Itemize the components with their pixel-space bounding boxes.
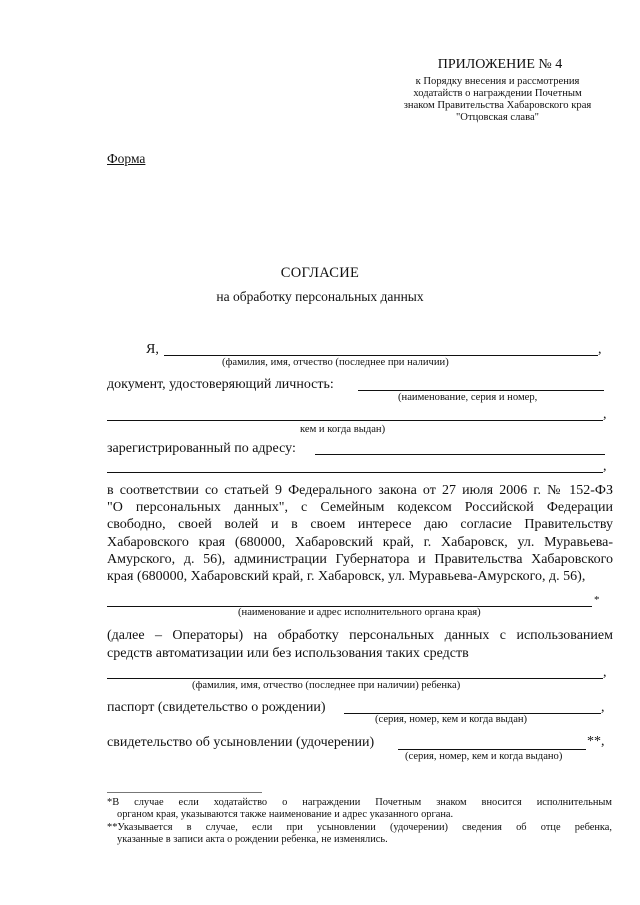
consent-paragraph bbox=[107, 482, 613, 585]
organ-hint: (наименование и адрес исполнительного органа края) bbox=[238, 607, 481, 618]
consent-line: Амурского, д. 56), администрации Губернатора и Правительства Хабаровского bbox=[107, 551, 613, 567]
ya-label: Я, bbox=[146, 342, 159, 357]
appendix-line: к Порядку внесения и рассмотрения bbox=[415, 76, 580, 87]
passport-label: паспорт (свидетельство о рождении) bbox=[107, 700, 326, 715]
doc-field-line-2[interactable] bbox=[107, 420, 603, 421]
addr-field-line-2[interactable] bbox=[107, 472, 603, 473]
fio-field-line[interactable] bbox=[164, 355, 598, 356]
consent-line: в соответствии со статьей 9 Федерального закона от 27 июля 2006 г. № 152-ФЗ bbox=[107, 483, 613, 498]
addr-field-end: , bbox=[603, 459, 607, 474]
footnote-separator bbox=[107, 792, 262, 793]
organ-footnote-mark: * bbox=[594, 594, 600, 606]
fio-hint: (фамилия, имя, отчество (последнее при наличии) bbox=[222, 357, 449, 368]
appendix-line: "Отцовская слава" bbox=[455, 112, 539, 123]
appendix-line: знаком Правительства Хабаровского края bbox=[403, 100, 592, 111]
footnote-line: *В случае если ходатайство о награждении Почетным знаком вносится исполнительным bbox=[107, 797, 612, 808]
child-field-end: , bbox=[603, 665, 607, 680]
passport-field-end: , bbox=[601, 700, 605, 715]
addr-field-line[interactable] bbox=[315, 454, 605, 455]
form-label: Форма bbox=[107, 151, 146, 166]
consent-line: Хабаровского края (680000, Хабаровский край, г. Хабаровск, ул. Муравьева- bbox=[107, 534, 613, 550]
consent-line: края (680000, Хабаровский край, г. Хабаровск, ул. Муравьева-Амурского, д. 56), bbox=[107, 569, 586, 585]
doc-label: документ, удостоверяющий личность: bbox=[107, 377, 334, 392]
footnote-line: **Указывается в случае, если при усыновлении (удочерении) сведения об отце ребенка, bbox=[107, 822, 612, 833]
child-field-line[interactable] bbox=[107, 678, 603, 679]
footnote-two bbox=[107, 822, 612, 845]
doc-hint: (наименование, серия и номер, bbox=[398, 392, 538, 403]
footnote-one bbox=[107, 797, 612, 820]
adoption-label: свидетельство об усыновлении (удочерении) bbox=[107, 735, 375, 750]
adoption-hint: (серия, номер, кем и когда выдано) bbox=[405, 751, 563, 762]
operators-line: средств автоматизации или без использования таких средств bbox=[107, 646, 469, 661]
adoption-footnote-mark: **, bbox=[587, 734, 605, 749]
consent-line: "О персональных данных", с Семейным кодексом Российской Федерации bbox=[107, 500, 613, 516]
operators-line: (далее – Операторы) на обработку персональных данных с использованием bbox=[107, 628, 613, 643]
passport-hint: (серия, номер, кем и когда выдан) bbox=[375, 714, 528, 725]
footnote-line: органом края, указываются также наименование и адрес указанного органа. bbox=[117, 808, 454, 820]
footnote-line: указанные в записи акта о рождении ребенка, не изменялись. bbox=[117, 833, 388, 845]
doc-field-line[interactable] bbox=[358, 390, 604, 391]
fio-field-end: , bbox=[598, 342, 602, 357]
document-subtitle: на обработку персональных данных bbox=[216, 289, 424, 304]
appendix-line: ходатайств о награждении Почетным bbox=[413, 88, 582, 99]
doc-hint-2: кем и когда выдан) bbox=[300, 424, 386, 435]
document-title: СОГЛАСИЕ bbox=[280, 265, 360, 281]
addr-label: зарегистрированный по адресу: bbox=[107, 441, 296, 456]
adoption-field-line[interactable] bbox=[398, 749, 586, 750]
appendix-title: ПРИЛОЖЕНИЕ № 4 bbox=[437, 57, 563, 72]
consent-line: свободно, своей волей и в своем интересе даю согласие Правительству bbox=[107, 517, 613, 533]
operators-paragraph bbox=[107, 627, 613, 663]
child-hint: (фамилия, имя, отчество (последнее при наличии) ребенка) bbox=[192, 680, 461, 691]
doc-field-end: , bbox=[603, 407, 607, 422]
